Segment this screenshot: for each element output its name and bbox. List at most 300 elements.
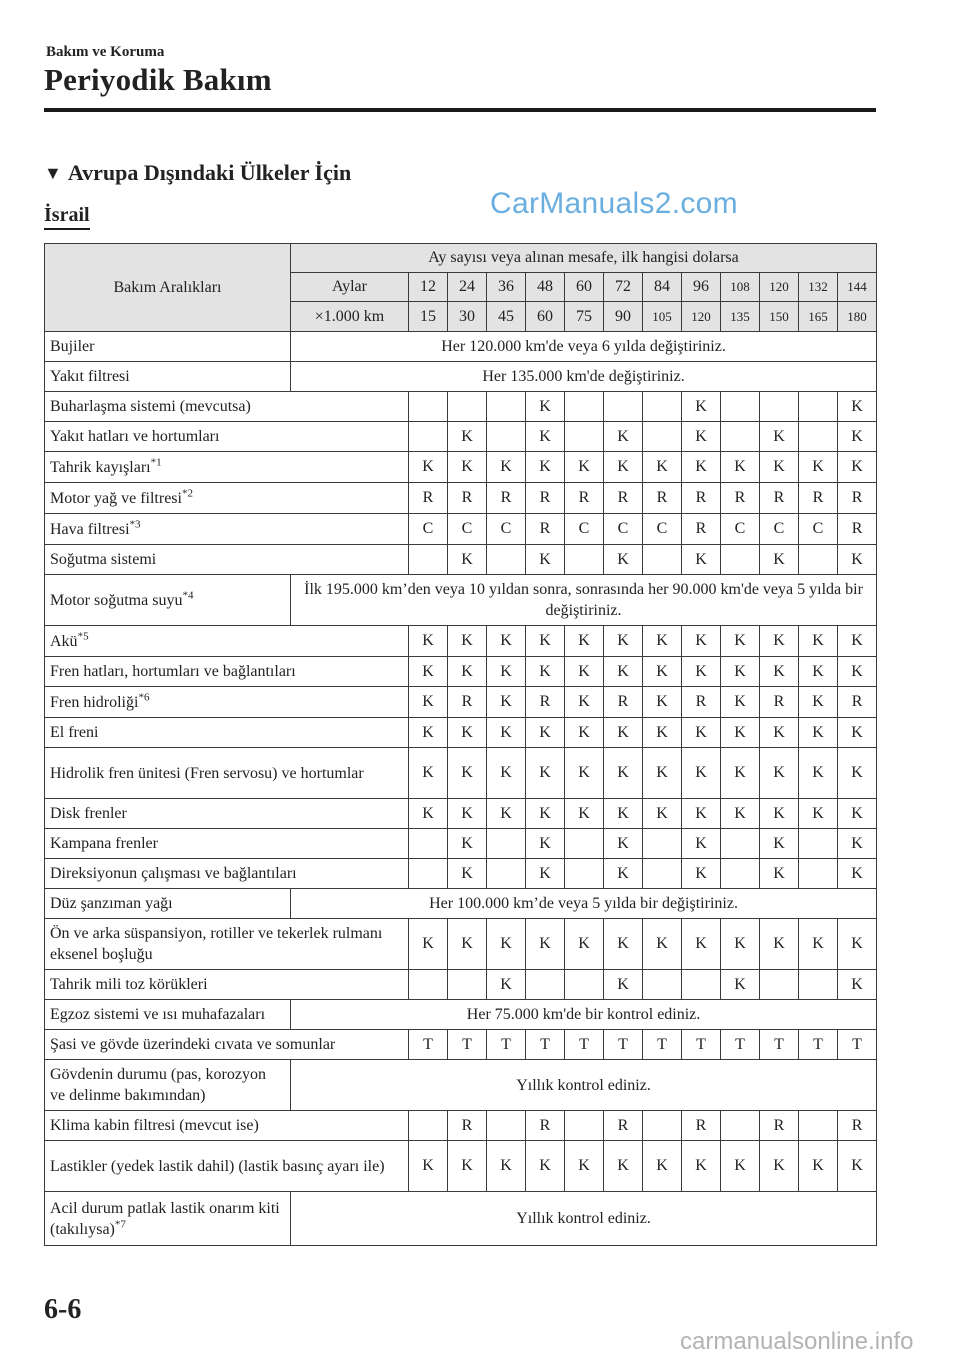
row-interval-text: Her 120.000 km'de veya 6 yılda değiştiriniz. xyxy=(291,332,877,362)
interval-cell: K xyxy=(487,919,526,970)
interval-cell: K xyxy=(643,1141,682,1192)
interval-cell: K xyxy=(760,859,799,889)
interval-cell: K xyxy=(760,829,799,859)
interval-cell xyxy=(604,392,643,422)
interval-cell: R xyxy=(487,483,526,514)
row-item-label: Hava filtresi xyxy=(50,520,130,538)
table-row xyxy=(45,919,877,970)
interval-cell: K xyxy=(526,919,565,970)
table-row xyxy=(45,970,877,1000)
table-row xyxy=(45,718,877,748)
interval-cell: K xyxy=(526,452,565,483)
interval-cell: C xyxy=(448,514,487,545)
interval-cell: R xyxy=(565,483,604,514)
interval-cell: K xyxy=(799,626,838,657)
interval-cell: K xyxy=(448,718,487,748)
row-interval-text: Her 75.000 km'de bir kontrol ediniz. xyxy=(291,1000,877,1030)
interval-cell: K xyxy=(682,422,721,452)
interval-cell: K xyxy=(448,1141,487,1192)
interval-cell: T xyxy=(526,1030,565,1060)
interval-cell: K xyxy=(604,970,643,1000)
row-item-label: Fren hidroliği xyxy=(50,693,139,711)
interval-cell: R xyxy=(604,1111,643,1141)
interval-cell xyxy=(565,392,604,422)
interval-cell: K xyxy=(799,799,838,829)
interval-cell xyxy=(643,545,682,575)
interval-cell: K xyxy=(721,919,760,970)
row-item-label: Disk frenler xyxy=(50,805,127,822)
interval-cell: K xyxy=(760,1141,799,1192)
row-item-label: Gövdenin durumu (pas, korozyon ve delinme bakımından) xyxy=(50,1066,266,1104)
table-row xyxy=(45,1141,877,1192)
title-rule xyxy=(44,108,876,112)
interval-cell: R xyxy=(799,483,838,514)
interval-cell xyxy=(409,1111,448,1141)
interval-cell: K xyxy=(760,452,799,483)
interval-cell: K xyxy=(448,859,487,889)
interval-cell xyxy=(643,1111,682,1141)
interval-cell: R xyxy=(409,483,448,514)
months-header-cell: 48 xyxy=(526,273,565,302)
interval-cell: T xyxy=(682,1030,721,1060)
interval-cell xyxy=(487,422,526,452)
months-header-cell: 132 xyxy=(799,273,838,302)
interval-cell: K xyxy=(682,748,721,799)
interval-cell: C xyxy=(409,514,448,545)
interval-cell: K xyxy=(565,452,604,483)
interval-cell: K xyxy=(604,545,643,575)
interval-cell: K xyxy=(448,545,487,575)
row-item-label: Motor yağ ve filtresi xyxy=(50,489,182,507)
interval-cell: K xyxy=(643,452,682,483)
row-item-label: Ön ve arka süspansiyon, rotiller ve tekerlek rulmanı eksenel boşluğu xyxy=(50,925,383,963)
interval-cell: K xyxy=(526,799,565,829)
interval-cell: R xyxy=(682,1111,721,1141)
interval-cell: K xyxy=(409,626,448,657)
table-row xyxy=(45,657,877,687)
interval-cell: C xyxy=(760,514,799,545)
interval-cell xyxy=(409,422,448,452)
interval-cell: K xyxy=(526,657,565,687)
table-row xyxy=(45,889,877,919)
row-item-cell xyxy=(45,1030,409,1060)
interval-cell: R xyxy=(643,483,682,514)
row-item-cell xyxy=(45,748,409,799)
interval-cell xyxy=(565,545,604,575)
interval-cell: T xyxy=(409,1030,448,1060)
interval-cell xyxy=(643,392,682,422)
row-item-cell xyxy=(45,687,409,718)
interval-cell: K xyxy=(682,657,721,687)
interval-cell: K xyxy=(838,859,877,889)
interval-cell: K xyxy=(448,452,487,483)
interval-cell: R xyxy=(838,514,877,545)
interval-cell: C xyxy=(604,514,643,545)
km-header-cell: 135 xyxy=(721,302,760,332)
months-header-cell: 24 xyxy=(448,273,487,302)
interval-cell: K xyxy=(838,970,877,1000)
interval-cell xyxy=(643,422,682,452)
interval-cell: K xyxy=(643,718,682,748)
interval-cell: K xyxy=(643,919,682,970)
interval-cell: K xyxy=(565,687,604,718)
interval-cell xyxy=(799,829,838,859)
row-interval-text: Yıllık kontrol ediniz. xyxy=(291,1060,877,1111)
interval-cell: K xyxy=(799,919,838,970)
interval-cell: R xyxy=(526,687,565,718)
interval-cell: K xyxy=(643,626,682,657)
interval-cell: K xyxy=(526,422,565,452)
table-row xyxy=(45,748,877,799)
interval-cell: K xyxy=(682,829,721,859)
row-item-label: Lastikler (yedek lastik dahil) (lastik basınç ayarı ile) xyxy=(50,1157,385,1175)
km-header-cell: 60 xyxy=(526,302,565,332)
interval-cell: K xyxy=(760,799,799,829)
interval-cell: R xyxy=(682,514,721,545)
interval-cell: K xyxy=(604,859,643,889)
months-header-cell: 96 xyxy=(682,273,721,302)
interval-cell: K xyxy=(682,919,721,970)
interval-cell xyxy=(721,545,760,575)
row-item-cell xyxy=(45,799,409,829)
interval-cell xyxy=(487,545,526,575)
maintenance-schedule-table xyxy=(44,243,877,1246)
row-item-label: Motor soğutma suyu xyxy=(50,591,183,609)
interval-cell: K xyxy=(565,657,604,687)
row-item-cell xyxy=(45,829,409,859)
interval-cell: T xyxy=(448,1030,487,1060)
row-interval-text: Her 100.000 km’de veya 5 yılda bir değiştiriniz. xyxy=(291,889,877,919)
page-number: 6-6 xyxy=(44,1294,82,1325)
interval-cell: K xyxy=(799,452,838,483)
interval-cell: K xyxy=(721,687,760,718)
interval-cell: R xyxy=(682,687,721,718)
table-row xyxy=(45,452,877,483)
interval-cell: K xyxy=(838,392,877,422)
interval-cell: K xyxy=(682,626,721,657)
row-item-cell xyxy=(45,362,291,392)
section-label: Bakım ve Koruma xyxy=(46,44,165,60)
interval-cell: K xyxy=(409,452,448,483)
km-header-cell: 90 xyxy=(604,302,643,332)
row-item-label: Yakıt hatları ve hortumları xyxy=(50,428,220,445)
interval-cell: K xyxy=(487,452,526,483)
interval-cell: K xyxy=(760,545,799,575)
interval-cell: K xyxy=(604,626,643,657)
footnote-marker: *1 xyxy=(150,456,162,469)
interval-cell: K xyxy=(565,626,604,657)
interval-cell: K xyxy=(643,748,682,799)
interval-cell: K xyxy=(409,657,448,687)
interval-cell: C xyxy=(487,514,526,545)
interval-cell: T xyxy=(565,1030,604,1060)
interval-cell: K xyxy=(526,626,565,657)
row-item-cell xyxy=(45,332,291,362)
interval-cell xyxy=(799,545,838,575)
interval-cell xyxy=(565,829,604,859)
interval-cell: K xyxy=(487,748,526,799)
row-item-cell xyxy=(45,970,409,1000)
km-header-cell: 75 xyxy=(565,302,604,332)
interval-header: Ay sayısı veya alınan mesafe, ilk hangisi dolarsa xyxy=(291,244,877,273)
interval-cell xyxy=(565,1111,604,1141)
interval-cell: K xyxy=(760,919,799,970)
interval-cell: K xyxy=(487,687,526,718)
interval-cell: K xyxy=(838,829,877,859)
interval-cell: K xyxy=(448,626,487,657)
interval-cell: C xyxy=(643,514,682,545)
interval-cell: R xyxy=(526,1111,565,1141)
interval-cell: K xyxy=(604,919,643,970)
interval-cell xyxy=(448,970,487,1000)
row-item-cell xyxy=(45,859,409,889)
interval-cell xyxy=(565,422,604,452)
row-item-cell xyxy=(45,718,409,748)
interval-cell: R xyxy=(838,483,877,514)
row-item-cell xyxy=(45,1192,291,1246)
row-interval-text: Her 135.000 km'de değiştiriniz. xyxy=(291,362,877,392)
row-item-cell xyxy=(45,1141,409,1192)
interval-cell: K xyxy=(721,748,760,799)
interval-cell xyxy=(487,392,526,422)
row-item-label: Fren hatları, hortumları ve bağlantıları xyxy=(50,663,296,680)
interval-cell: K xyxy=(760,422,799,452)
table-row xyxy=(45,422,877,452)
row-item-cell xyxy=(45,1060,291,1111)
interval-cell: K xyxy=(799,657,838,687)
table-row xyxy=(45,332,877,362)
interval-cell: K xyxy=(526,748,565,799)
row-item-cell xyxy=(45,919,409,970)
watermark-link[interactable]: CarManuals2.com xyxy=(490,187,738,220)
table-row xyxy=(45,392,877,422)
table-row xyxy=(45,483,877,514)
interval-cell: K xyxy=(487,799,526,829)
interval-cell: K xyxy=(643,657,682,687)
interval-cell: K xyxy=(448,657,487,687)
interval-cell: R xyxy=(526,514,565,545)
row-item-cell xyxy=(45,452,409,483)
interval-cell: K xyxy=(760,718,799,748)
row-item-cell xyxy=(45,392,409,422)
interval-cell: K xyxy=(838,452,877,483)
table-row xyxy=(45,362,877,392)
row-item-cell xyxy=(45,575,291,626)
months-header-cell: 36 xyxy=(487,273,526,302)
interval-cell: K xyxy=(721,657,760,687)
row-item-cell xyxy=(45,422,409,452)
interval-cell: K xyxy=(448,829,487,859)
interval-cell: R xyxy=(760,483,799,514)
months-header-cell: 60 xyxy=(565,273,604,302)
row-item-label: Soğutma sistemi xyxy=(50,551,157,568)
interval-cell: T xyxy=(487,1030,526,1060)
interval-cell xyxy=(721,392,760,422)
interval-cell: K xyxy=(682,545,721,575)
interval-cell xyxy=(682,970,721,1000)
months-header-cell: 12 xyxy=(409,273,448,302)
row-item-cell xyxy=(45,1000,291,1030)
interval-cell xyxy=(487,1111,526,1141)
table-row xyxy=(45,514,877,545)
interval-cell: K xyxy=(448,799,487,829)
interval-cell: K xyxy=(526,859,565,889)
months-label: Aylar xyxy=(291,273,409,302)
months-header-cell: 144 xyxy=(838,273,877,302)
interval-cell: K xyxy=(682,452,721,483)
table-row xyxy=(45,1192,877,1246)
table-row xyxy=(45,575,877,626)
interval-cell: K xyxy=(721,1141,760,1192)
interval-cell xyxy=(565,970,604,1000)
row-item-label: El freni xyxy=(50,724,99,741)
km-header-cell: 165 xyxy=(799,302,838,332)
interval-cell: K xyxy=(604,452,643,483)
table-row xyxy=(45,829,877,859)
row-item-cell xyxy=(45,889,291,919)
row-item-label: Tahrik mili toz körükleri xyxy=(50,976,208,993)
footer-watermark-link[interactable]: carmanualsonline.info xyxy=(680,1328,914,1355)
subsection-title: Avrupa Dışındaki Ülkeler İçin xyxy=(67,160,352,185)
interval-cell: K xyxy=(760,748,799,799)
interval-cell: K xyxy=(721,718,760,748)
footnote-marker: *4 xyxy=(182,589,194,602)
interval-cell xyxy=(799,859,838,889)
interval-cell: K xyxy=(604,422,643,452)
interval-cell: K xyxy=(409,687,448,718)
interval-cell: K xyxy=(604,799,643,829)
interval-cell: K xyxy=(643,799,682,829)
footnote-marker: *5 xyxy=(77,630,89,643)
row-item-cell xyxy=(45,1111,409,1141)
km-label: ×1.000 km xyxy=(291,302,409,332)
interval-cell: K xyxy=(799,718,838,748)
interval-cell: K xyxy=(409,748,448,799)
km-header-cell: 105 xyxy=(643,302,682,332)
interval-cell: K xyxy=(760,626,799,657)
km-header-cell: 30 xyxy=(448,302,487,332)
row-item-label: Tahrik kayışları xyxy=(50,458,151,476)
interval-cell: K xyxy=(604,718,643,748)
footnote-marker: *3 xyxy=(129,518,141,531)
interval-cell: T xyxy=(760,1030,799,1060)
interval-cell: K xyxy=(565,919,604,970)
table-row xyxy=(45,799,877,829)
table-row xyxy=(45,626,877,657)
interval-cell: K xyxy=(526,718,565,748)
row-item-label: Kampana frenler xyxy=(50,835,158,852)
row-item-cell xyxy=(45,657,409,687)
interval-cell: K xyxy=(721,626,760,657)
interval-cell: K xyxy=(682,718,721,748)
interval-cell: K xyxy=(838,545,877,575)
interval-cell: K xyxy=(721,970,760,1000)
interval-cell: K xyxy=(721,799,760,829)
interval-cell: K xyxy=(838,748,877,799)
footnote-marker: *2 xyxy=(181,487,193,500)
subsection-heading xyxy=(44,160,351,186)
triangle-down-icon: ▼ xyxy=(44,163,62,183)
interval-cell xyxy=(409,829,448,859)
footnote-marker: *7 xyxy=(114,1218,126,1231)
interval-cell xyxy=(643,970,682,1000)
interval-cell: K xyxy=(838,626,877,657)
interval-cell xyxy=(643,829,682,859)
interval-cell: K xyxy=(409,718,448,748)
interval-cell: R xyxy=(721,483,760,514)
interval-cell xyxy=(409,970,448,1000)
interval-cell xyxy=(721,422,760,452)
interval-cell: K xyxy=(526,392,565,422)
interval-cell: K xyxy=(799,687,838,718)
row-item-label: Klima kabin filtresi (mevcut ise) xyxy=(50,1117,259,1134)
table-row xyxy=(45,1060,877,1111)
interval-cell: K xyxy=(682,799,721,829)
interval-cell: R xyxy=(604,687,643,718)
interval-cell: K xyxy=(838,799,877,829)
interval-cell: T xyxy=(604,1030,643,1060)
interval-cell: K xyxy=(448,748,487,799)
interval-cell: C xyxy=(721,514,760,545)
interval-cell xyxy=(799,392,838,422)
table-row xyxy=(45,859,877,889)
interval-cell: R xyxy=(838,687,877,718)
interval-cell: K xyxy=(799,748,838,799)
interval-cell xyxy=(409,392,448,422)
row-item-label: Acil durum patlak lastik onarım kiti (takılıysa) xyxy=(50,1199,280,1238)
row-item-label: Buharlaşma sistemi (mevcutsa) xyxy=(50,398,251,415)
row-item-label: Şasi ve gövde üzerindeki cıvata ve somunlar xyxy=(50,1036,336,1053)
interval-cell: K xyxy=(526,1141,565,1192)
interval-cell xyxy=(448,392,487,422)
interval-cell: K xyxy=(604,657,643,687)
interval-corner-cell: Bakım Aralıkları xyxy=(45,244,291,332)
interval-cell: R xyxy=(760,1111,799,1141)
interval-cell: R xyxy=(682,483,721,514)
interval-cell: K xyxy=(838,1141,877,1192)
interval-cell: T xyxy=(838,1030,877,1060)
interval-cell xyxy=(760,970,799,1000)
interval-cell xyxy=(799,1111,838,1141)
table-row xyxy=(45,687,877,718)
interval-cell: K xyxy=(682,859,721,889)
km-header-cell: 120 xyxy=(682,302,721,332)
row-item-cell xyxy=(45,545,409,575)
interval-cell: R xyxy=(448,483,487,514)
interval-cell: K xyxy=(799,1141,838,1192)
km-header-cell: 180 xyxy=(838,302,877,332)
interval-cell: T xyxy=(721,1030,760,1060)
interval-cell: K xyxy=(448,422,487,452)
interval-cell: R xyxy=(604,483,643,514)
interval-cell: K xyxy=(760,657,799,687)
interval-cell xyxy=(487,829,526,859)
row-item-label: Hidrolik fren ünitesi (Fren servosu) ve hortumlar xyxy=(50,764,364,782)
interval-cell xyxy=(487,859,526,889)
interval-cell: K xyxy=(604,748,643,799)
interval-cell: K xyxy=(487,718,526,748)
interval-cell: K xyxy=(838,657,877,687)
interval-cell: K xyxy=(448,919,487,970)
interval-cell: R xyxy=(838,1111,877,1141)
row-interval-text: Yıllık kontrol ediniz. xyxy=(291,1192,877,1246)
months-header-cell: 84 xyxy=(643,273,682,302)
row-item-label: Yakıt filtresi xyxy=(50,368,130,385)
months-header-cell: 120 xyxy=(760,273,799,302)
interval-cell: R xyxy=(760,687,799,718)
table-row xyxy=(45,1030,877,1060)
interval-cell: K xyxy=(565,748,604,799)
